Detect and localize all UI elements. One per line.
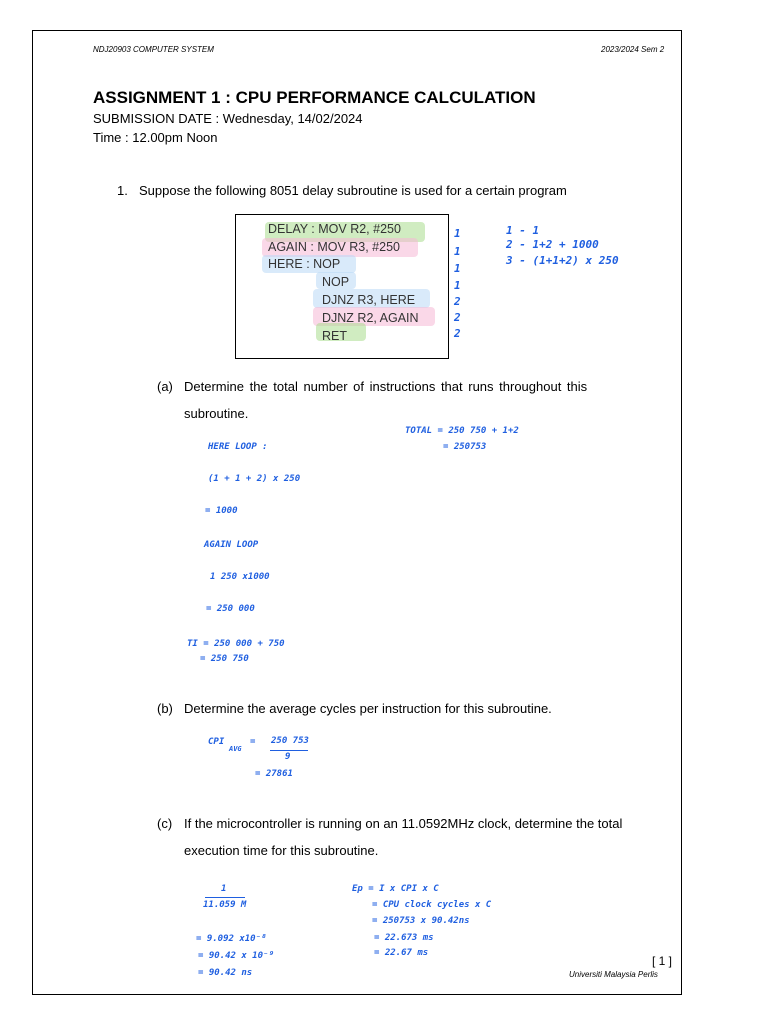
cpi-fraction-bar	[270, 750, 308, 751]
part-a-text-line2: subroutine.	[184, 406, 249, 421]
here-loop-label: HERE LOOP :	[208, 442, 268, 452]
submission-date: SUBMISSION DATE : Wednesday, 14/02/2024	[93, 111, 363, 126]
ti-calc: TI = 250 000 + 750	[187, 639, 285, 649]
cycle-count: 1	[454, 245, 461, 258]
question-number: 1.	[117, 183, 128, 198]
cycle-count: 2	[454, 311, 461, 324]
part-a-text-line1: Determine the total number of instructions that runs throughout this	[184, 379, 588, 394]
exec-time-formula: Ep = I x CPI x C	[352, 884, 439, 894]
part-c-text-line2: execution time for this subroutine.	[184, 843, 379, 858]
exec-time-step3: = 22.673 ms	[374, 933, 434, 943]
cycle-count: 1	[454, 262, 461, 275]
again-loop-label: AGAIN LOOP	[204, 540, 259, 550]
cpi-equals: =	[250, 737, 256, 747]
submission-time: Time : 12.00pm Noon	[93, 130, 218, 145]
cpi-result: = 27861	[255, 769, 293, 779]
cpi-label: CPI	[208, 737, 225, 747]
part-b-text: Determine the average cycles per instruction for this subroutine.	[184, 701, 552, 716]
cycle-count: 2	[454, 295, 461, 308]
exec-time-step1: = CPU clock cycles x C	[372, 900, 492, 910]
period-line2: = 90.42 x 10⁻⁹	[198, 951, 274, 961]
page-number: [ 1 ]	[652, 954, 673, 968]
cycle-count: 1	[454, 227, 461, 240]
cycle-count: 2	[454, 327, 461, 340]
part-b-label: (b)	[157, 701, 173, 716]
university-footer: Universiti Malaysia Perlis	[569, 970, 658, 979]
cpi-denominator: 9	[285, 752, 291, 762]
cpi-numerator: 250 753	[271, 736, 309, 746]
period-fraction-bar	[205, 897, 245, 898]
part-a-label: (a)	[157, 379, 173, 394]
period-denominator: 11.059 M	[203, 900, 247, 910]
period-line1: = 9.092 x10⁻⁸	[196, 934, 267, 944]
side-note: 3 - (1+1+2) x 250	[506, 254, 619, 267]
cpi-avg-subscript: AVG	[229, 745, 242, 753]
semester-header: 2023/2024 Sem 2	[601, 45, 665, 54]
course-code-header: NDJ20903 COMPUTER SYSTEM	[93, 45, 214, 54]
code-line-djnz-r2: DJNZ R2, AGAIN	[322, 311, 419, 325]
part-c-label: (c)	[157, 816, 173, 831]
question-text: Suppose the following 8051 delay subroutine is used for a certain program	[139, 183, 567, 198]
code-line-ret: RET	[322, 329, 347, 343]
again-loop-result: = 250 000	[206, 604, 255, 614]
here-loop-calc: (1 + 1 + 2) x 250	[208, 474, 301, 484]
here-loop-result: = 1000	[205, 506, 238, 516]
side-note: 1 - 1	[506, 224, 540, 237]
cycle-count: 1	[454, 279, 461, 292]
period-line3: = 90.42 ns	[198, 968, 253, 978]
code-line-here: HERE : NOP	[268, 257, 341, 271]
assignment-title: ASSIGNMENT 1 : CPU PERFORMANCE CALCULATION	[93, 88, 536, 107]
total-calc: TOTAL = 250 750 + 1+2	[405, 426, 519, 436]
code-line-delay: DELAY : MOV R2, #250	[268, 222, 401, 236]
ti-result: = 250 750	[200, 654, 249, 664]
total-result: = 250753	[443, 442, 487, 452]
exec-time-result: = 22.67 ms	[374, 948, 429, 958]
period-numerator: 1	[221, 884, 227, 894]
part-c-text-line1: If the microcontroller is running on an 11.0592MHz clock, determine the total	[184, 816, 623, 831]
exec-time-step2: = 250753 x 90.42ns	[372, 916, 470, 926]
code-line-again: AGAIN : MOV R3, #250	[268, 240, 400, 254]
code-line-nop: NOP	[322, 275, 350, 289]
code-line-djnz-r3: DJNZ R3, HERE	[322, 293, 416, 307]
again-loop-calc: 1 250 x1000	[210, 572, 270, 582]
side-note: 2 - 1+2 + 1000	[506, 238, 599, 251]
